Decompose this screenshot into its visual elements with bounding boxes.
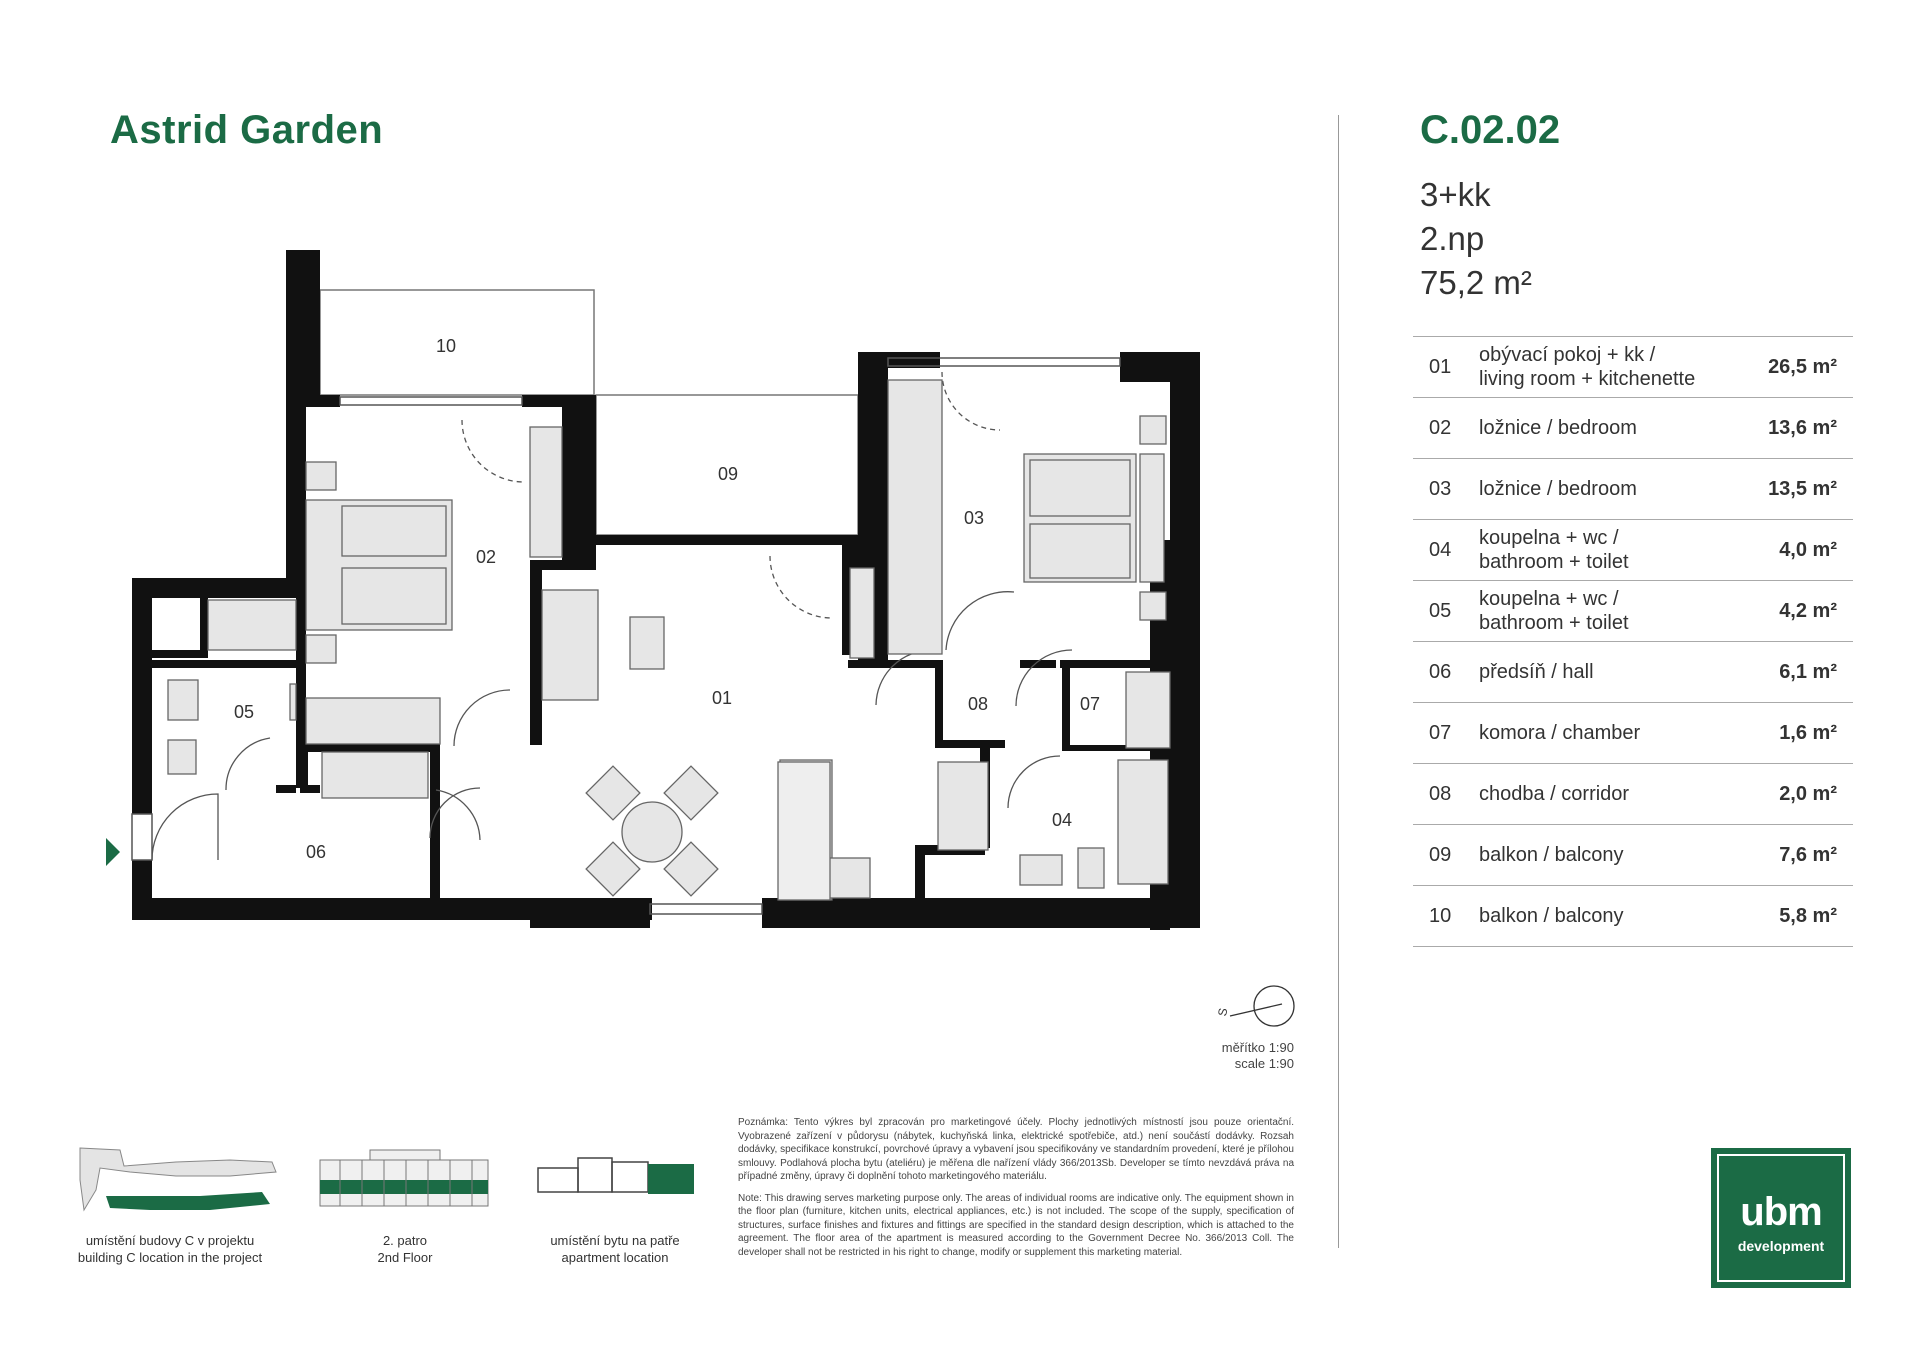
caption-line: building C location in the project [77,1250,263,1265]
room-label: 02 [476,547,497,567]
caption-floor [330,1232,480,1266]
room-name: koupelna + wc / bathroom + toilet [1479,588,1629,634]
caption-line: apartment location [561,1250,669,1265]
caption-line: 2nd Floor [377,1250,433,1265]
room-label: 06 [306,842,327,862]
room-area: 13,6 m² [1768,416,1837,439]
compass-icon [1215,986,1294,1026]
room-area: 4,0 m² [1779,538,1837,561]
disclaimer-note [738,1116,1294,1259]
room-name: ložnice / bedroom [1479,417,1637,439]
unit-code: C.02.02 [1420,108,1561,152]
room-number: 02 [1429,416,1452,439]
room-number: 05 [1429,599,1452,622]
room-name: ložnice / bedroom [1479,478,1637,500]
room-name: komora / chamber [1479,722,1641,744]
scale-en: scale 1:90 [1234,1056,1294,1071]
note-en: Note: This drawing serves marketing purpose only. The areas of individual rooms are indicative only. The equipment shown in the floor plan (furniture, kitchen units, electrical appliances, etc.) is not included. The scope of the supply, specification of structures, surface finishes and fixtures and fittings are specified in the standard design description, which is attached to the agreement. The floor area of the apartment is measured according to the Government Decree No. 366/2013 Coll. The developer shall not be restricted in his right to change, modify or supplement this marketing material. [738,1192,1294,1258]
room-label: 10 [436,336,457,356]
room-name: balkon / balcony [1479,844,1624,866]
unit-floor: 2.np [1420,220,1485,257]
compass-letter: S [1215,1006,1231,1018]
caption-apartment [520,1232,710,1266]
room-number: 07 [1429,721,1452,744]
room-name: obývací pokoj + kk / living room + kitchenette [1479,344,1696,390]
room-area: 7,6 m² [1779,843,1837,866]
caption-line: umístění bytu na patře [550,1233,680,1248]
project-name: Astrid Garden [110,108,384,152]
thumbnail-floor [320,1150,488,1206]
scale-cz: měřítko 1:90 [1221,1040,1294,1055]
caption-line: 2. patro [382,1233,428,1248]
room-name: předsíň / hall [1479,661,1594,683]
entrance-arrow-icon [106,838,120,866]
room-area: 4,2 m² [1779,599,1837,622]
note-cz: Poznámka: Tento výkres byl zpracován pro marketingové účely. Plochy jednotlivých místností jsou pouze orientační. Vyobrazené zařízení v půdorysu (nábytek, kuchyňská linka, elektrické spotřebiče, atd.) není součástí dodávky. Rozsah dodávky, specifikace konstrukcí, povrchové úpravy a vybavení jsou specifikovány ve standardním provedení, které je přílohou smlouvy. Podlahová plocha bytu (ateliéru) je měřena dle nařízení vlády 366/2013Sb. Developer se tímto nevzdává práva na případné změny, úpravy či doplnění tohoto marketingového materiálu. [738,1117,1294,1182]
room-label: 09 [718,464,739,484]
caption-line: umístění budovy C v projektu [85,1233,255,1248]
room-area: 5,8 m² [1779,904,1837,927]
caption-site [60,1232,280,1266]
room-name: koupelna + wc / bathroom + toilet [1479,527,1629,573]
room-name: chodba / corridor [1479,783,1630,805]
room-area: 13,5 m² [1768,477,1837,500]
room-number: 04 [1429,538,1452,561]
room-area: 26,5 m² [1768,355,1837,378]
room-name: balkon / balcony [1479,905,1624,927]
room-number: 03 [1429,477,1452,500]
unit-layout: 3+kk [1420,176,1491,213]
room-label: 08 [968,694,989,714]
room-label: 01 [712,688,733,708]
room-number: 01 [1429,355,1452,378]
unit-area: 75,2 m² [1420,264,1532,301]
room-number: 09 [1429,843,1452,866]
room-label: 03 [964,508,985,528]
room-number: 10 [1429,904,1452,927]
room-number: 08 [1429,782,1452,805]
dining-table [586,766,718,896]
ubm-logo [1711,1148,1851,1288]
scale-label [1160,1040,1294,1072]
room-label: 05 [234,702,255,722]
logo-sub: development [1737,1238,1825,1254]
room-label: 07 [1080,694,1101,714]
thumbnail-apartment [538,1158,694,1194]
room-area: 2,0 m² [1779,782,1837,805]
room-number: 06 [1429,660,1452,683]
thumbnail-site [80,1148,276,1210]
room-label: 04 [1052,810,1073,830]
room-area: 6,1 m² [1779,660,1837,683]
room-area: 1,6 m² [1779,721,1837,744]
logo-word: ubm [1740,1190,1822,1234]
balcony-10 [320,290,594,395]
